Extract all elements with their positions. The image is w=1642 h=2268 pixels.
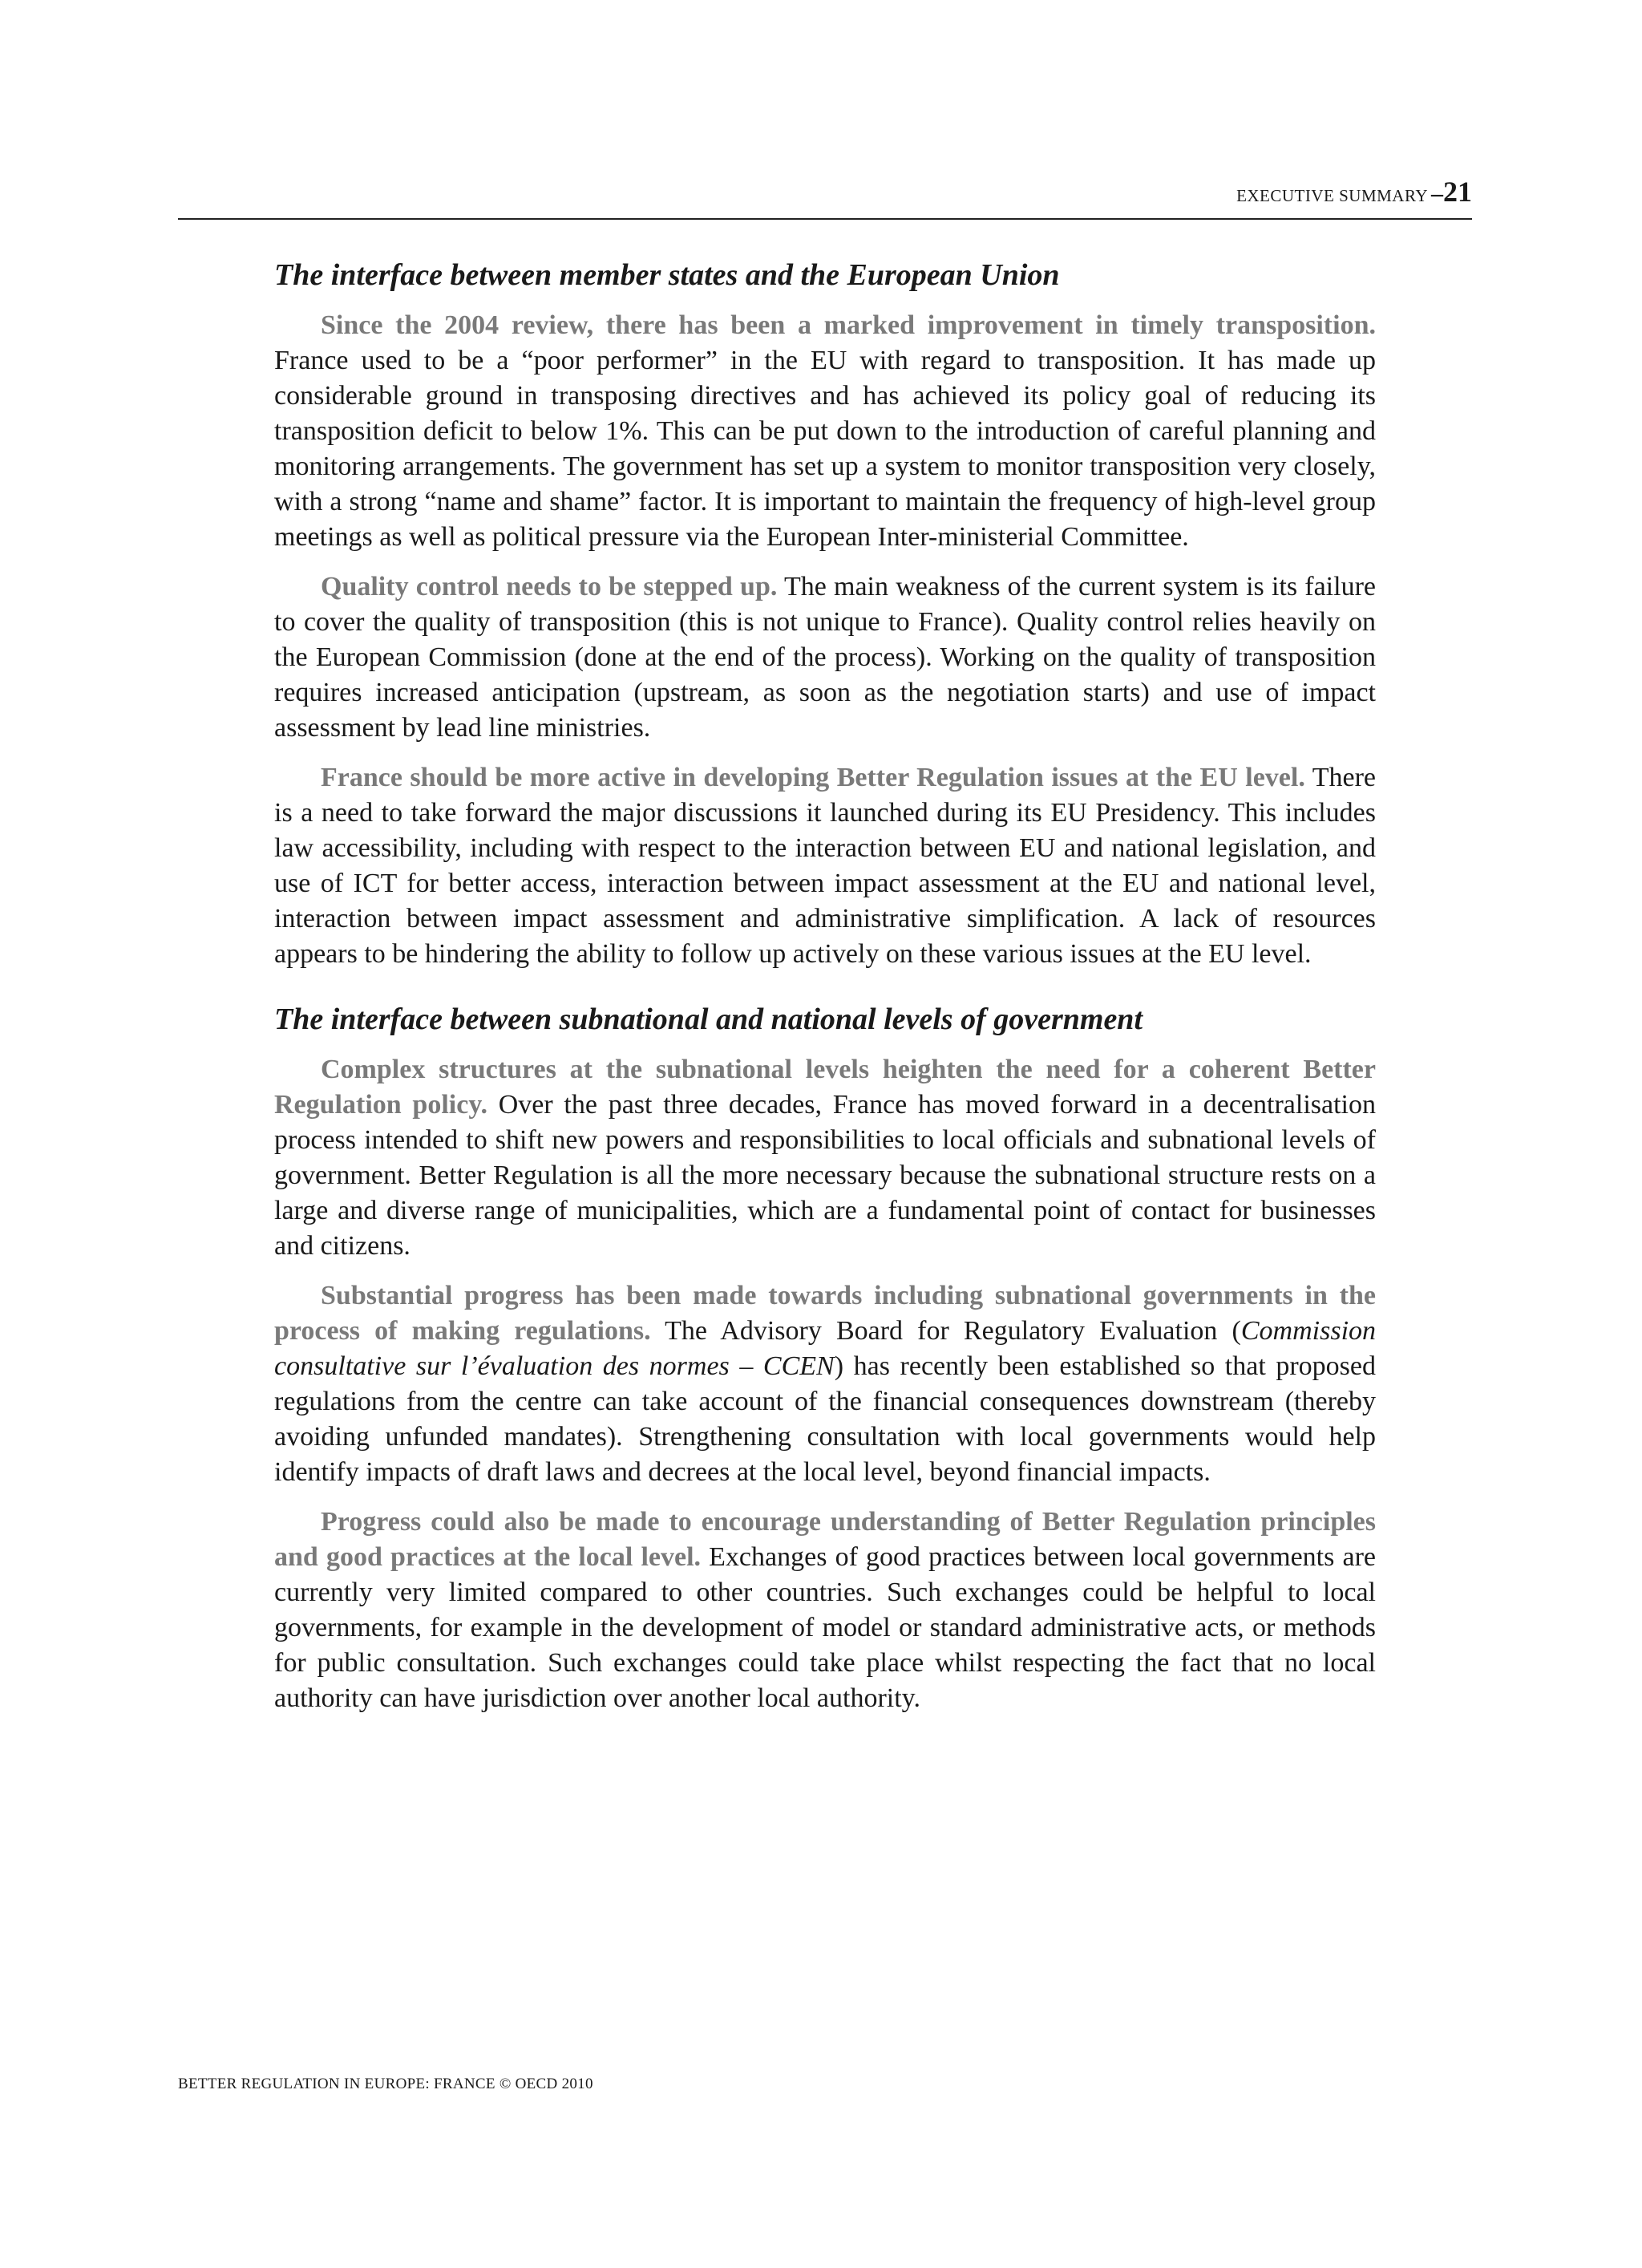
running-header-separator: –: [1431, 180, 1443, 207]
paragraph-transposition: [274, 308, 1376, 555]
paragraph-body: The main weakness of the current system is its failure to cover the quality of transposition (this is not unique to France). Quality control relies heavily on the European Commission (done at the end of the process). Working on the quality of transposition requires increased anticipation (upstream, as soon as the negotiation starts) and use of impact assessment by lead line ministries.: [274, 572, 1376, 743]
paragraph-body: Over the past three decades, France has moved forward in a decentralisation process intended to shift new powers and responsibilities to local officials and subnational levels of government. Better Regulation is all the more necessary because the subnational structure rests on a large and diverse range of municipalities, which are a fundamental point of contact for businesses and citizens.: [274, 1090, 1376, 1261]
paragraph-lead: France should be more active in developing Better Regulation issues at the EU level.: [321, 763, 1305, 792]
paragraph-body: France used to be a “poor performer” in the EU with regard to transposition. It has made up considerable ground in transposing directives and has achieved its policy goal of reducing its transposition deficit to below 1%. This can be put down to the introduction of careful planning and monitoring arrangements. The government has set up a system to monitor transposition very closely, with a strong “name and shame” factor. It is important to maintain the frequency of high-level group meetings as well as political pressure via the European Inter-ministerial Committee.: [274, 346, 1376, 552]
paragraph-local-practices: [274, 1505, 1376, 1716]
paragraph-complex-structures: [274, 1052, 1376, 1264]
paragraph-body: There is a need to take forward the major discussions it launched during its EU Presidency. This includes law accessibility, including with respect to the interaction between EU and national legislation, and use of ICT for better access, interaction between impact assessment at the EU and national level, interaction between impact assessment and administrative simplification. A lack of resources appears to be hindering the ability to follow up actively on these various issues at the EU level.: [274, 763, 1376, 969]
paragraph-lead: Since the 2004 review, there has been a marked improvement in timely transposition.: [321, 310, 1376, 340]
paragraph-quality-control: [274, 569, 1376, 746]
paragraph-body-end: ) has recently been established so that proposed regulations from the centre can take account of the financial consequences downstream (thereby avoiding unfunded mandates). Strengthening consultation with local governments would help identify impacts of draft laws and decrees at the local level, beyond financial impacts.: [274, 1351, 1377, 1487]
paragraph-body: Exchanges of good practices between local governments are currently very limited compared to other countries. Such exchanges could be helpful to local governments, for example in the development of model or standard administrative acts, or methods for public consultation. Such exchanges could take place whilst respecting the fact that no local authority can have jurisdiction over another local authority.: [274, 1542, 1377, 1713]
page-body: [274, 255, 1376, 1731]
paragraph-lead: Complex structures at the subnational levels heighten the need for a coherent Better Regulation policy.: [274, 1055, 1376, 1120]
section-heading-eu: The interface between member states and the European Union: [274, 258, 1060, 292]
page-number: 21: [1443, 176, 1472, 208]
paragraph-body-italic: Commission consultative sur l’évaluation des normes – CCEN: [274, 1316, 1377, 1381]
section-heading-subnational: The interface between subnational and national levels of government: [274, 1002, 1143, 1036]
running-header: [178, 175, 1472, 220]
paragraph-eu-level: [274, 760, 1376, 972]
running-header-label: EXECUTIVE SUMMARY: [1236, 186, 1428, 205]
paragraph-lead: Quality control needs to be stepped up.: [321, 572, 778, 601]
paragraph-lead: Substantial progress has been made towards including subnational governments in the process of making regulations.: [274, 1281, 1376, 1346]
paragraph-lead: Progress could also be made to encourage understanding of Better Regulation principles and good practices at the local level.: [274, 1507, 1376, 1572]
paragraph-substantial-progress: [274, 1278, 1376, 1490]
paragraph-body-start: The Advisory Board for Regulatory Evaluation (: [650, 1316, 1241, 1346]
page-footer: BETTER REGULATION IN EUROPE: FRANCE © OECD 2010: [178, 2076, 593, 2092]
